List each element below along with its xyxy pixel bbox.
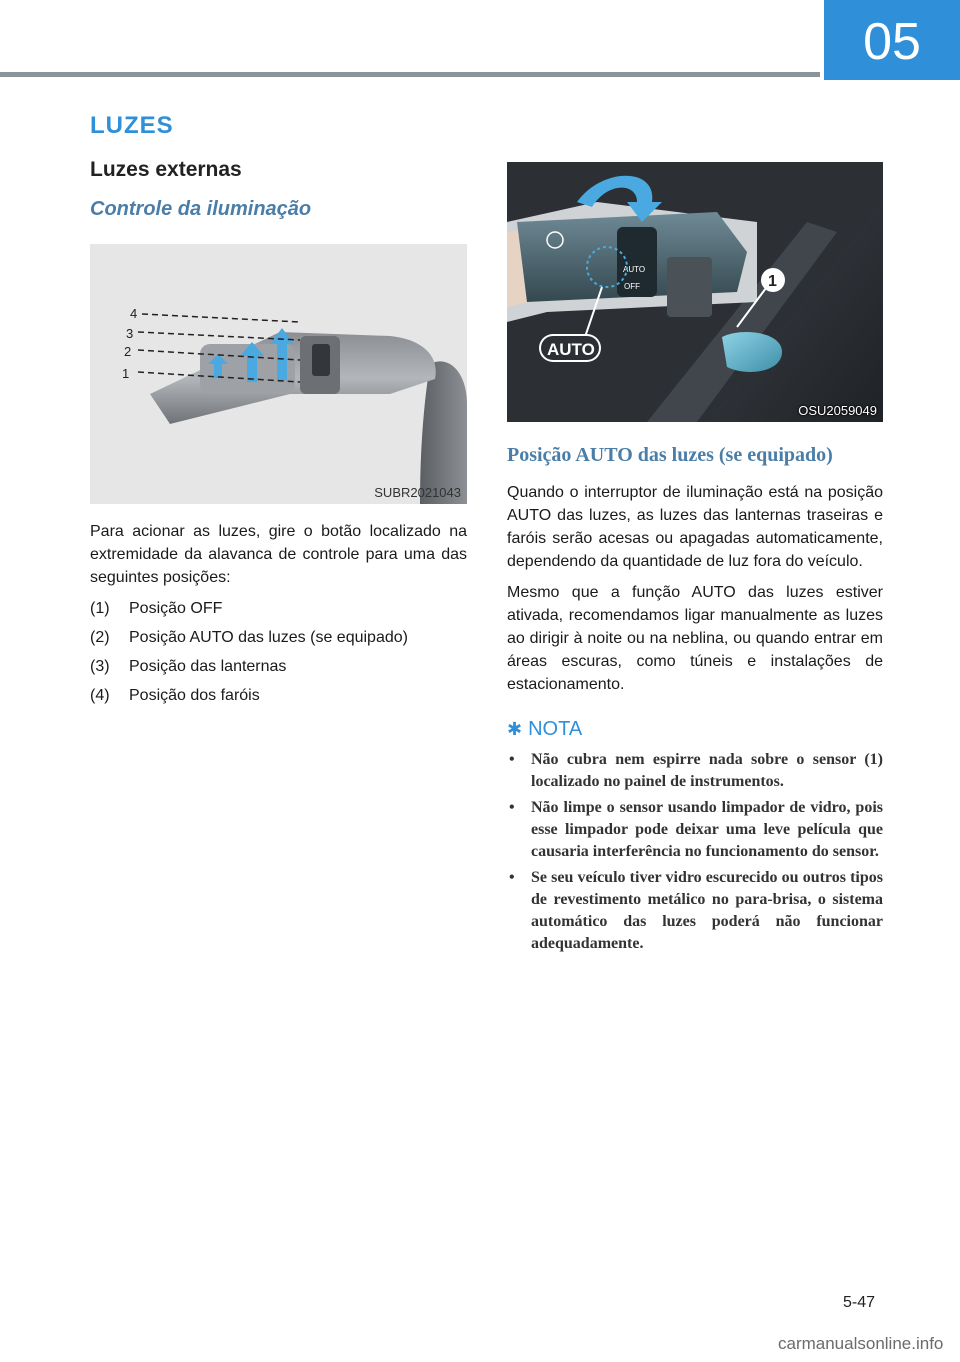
fig1-label-3: 3 [126, 326, 134, 341]
nota-item [507, 797, 883, 863]
bullet-icon: • [509, 799, 515, 816]
nota-text: Não limpe o sensor usando limpador de vidro, pois esse limpador pode deixar uma leve película que causaria interferência no funcionamento do sensor. [531, 799, 883, 860]
list-text: Posição AUTO das luzes (se equipado) [129, 629, 408, 646]
list-text: Posição dos faróis [129, 687, 260, 704]
nota-text: Não cubra nem espirre nada sobre o sensor (1) localizado no painel de instrumentos. [531, 751, 883, 790]
right-column [507, 444, 883, 959]
bullet-icon: • [509, 751, 515, 768]
list-text: Posição OFF [129, 600, 223, 617]
list-number: (2) [90, 629, 110, 646]
page-number: 5-47 [843, 1294, 876, 1311]
left-column [90, 520, 467, 713]
switch-off-text: OFF [624, 282, 640, 291]
nota-text: Se seu veículo tiver vidro escurecido ou outros tipos de revestimento metálico no para-brisa, o sistema automático das luzes poderá não funcionar adequadamente. [531, 869, 883, 952]
section-title: LUZES [90, 112, 174, 139]
list-item [90, 626, 467, 649]
subsection-title: Luzes externas [90, 158, 242, 181]
list-text: Posição das lanternas [129, 658, 287, 675]
chapter-tab: 05 [824, 0, 960, 80]
auto-paragraph-1: Quando o interruptor de iluminação está na posição AUTO das luzes, as luzes das lanternas traseiras e faróis serão acesas ou apagadas automaticamente, dependendo da quantidade de luz fora do veículo. [507, 484, 883, 570]
figure-code: OSU2059049 [798, 403, 877, 418]
fig1-label-1: 1 [122, 366, 130, 381]
figure-auto-light [507, 162, 883, 422]
list-number: (4) [90, 687, 110, 704]
nota-item [507, 749, 883, 793]
sensor-label: 1 [768, 273, 777, 290]
auto-paragraph-2: Mesmo que a função AUTO das luzes estiver ativada, recomendamos ligar manualmente as luzes ao dirigir à noite ou na neblina, ou quando entrar em áreas escuras, como túneis e instalações de estacionamento. [507, 584, 883, 693]
topic-title: Controle da iluminação [90, 198, 312, 220]
nota-title: NOTA [528, 718, 583, 740]
auto-position-heading: Posição AUTO das luzes (se equipado) [507, 444, 833, 466]
nota-item [507, 867, 883, 955]
list-number: (3) [90, 658, 110, 675]
fig1-label-2: 2 [124, 344, 132, 359]
list-item [90, 655, 467, 678]
intro-paragraph: Para acionar as luzes, gire o botão localizado na extremidade da alavanca de controle para uma das seguintes posições: [90, 523, 467, 586]
bullet-icon: • [509, 869, 515, 886]
list-number: (1) [90, 600, 110, 617]
light-stalk-illustration [90, 244, 467, 504]
figure-code: SUBR2021043 [374, 485, 461, 500]
switch-auto-text: AUTO [623, 265, 646, 274]
header-rule [0, 72, 820, 77]
list-item [90, 684, 467, 707]
auto-light-illustration [507, 162, 883, 422]
fig1-label-4: 4 [130, 306, 138, 321]
list-item [90, 597, 467, 620]
asterisk-icon: ✱ [507, 719, 523, 739]
watermark: carmanualsonline.info [778, 1334, 944, 1353]
nota-heading [507, 718, 883, 741]
auto-label: AUTO [547, 340, 595, 359]
figure-light-stalk [90, 244, 467, 504]
